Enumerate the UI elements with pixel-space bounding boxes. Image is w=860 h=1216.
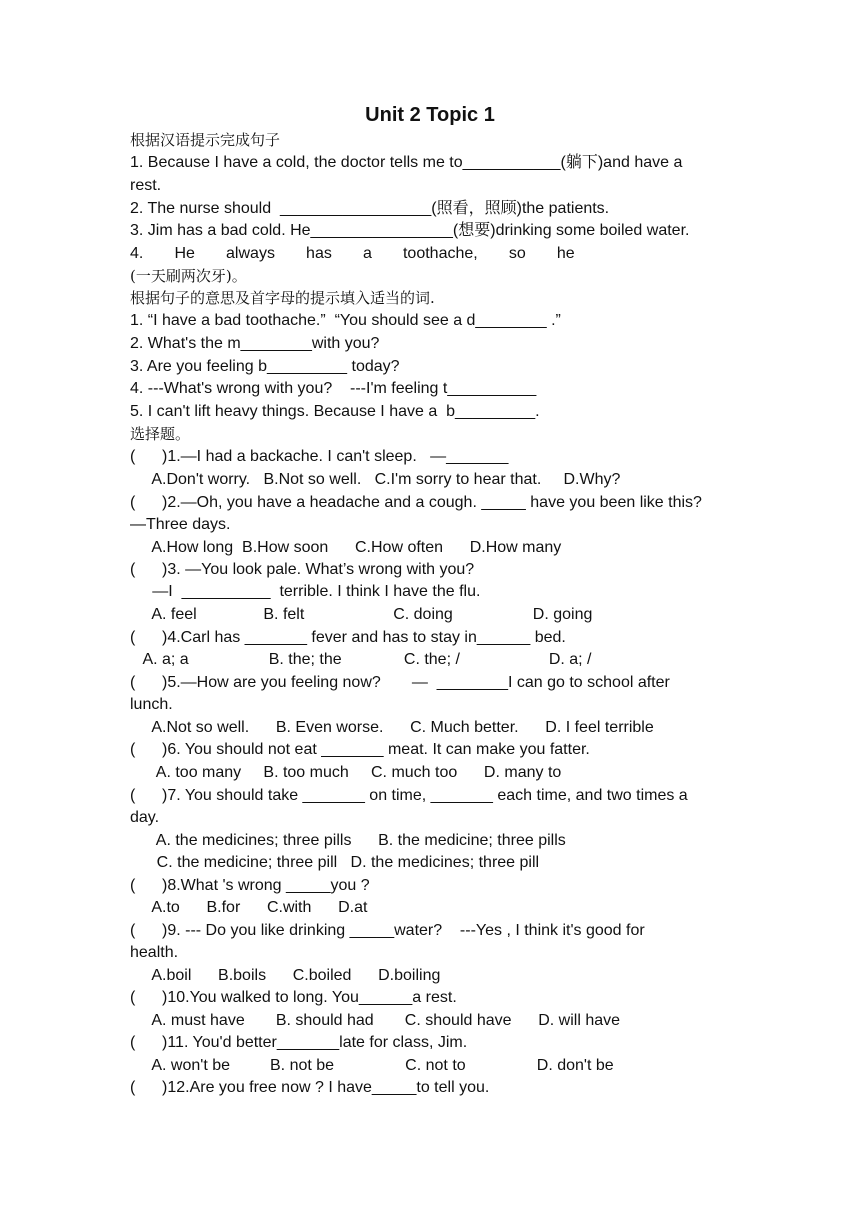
- question-line: ( )12.Are you free now ? I have_____to tell you.: [130, 1079, 490, 1096]
- section1-item: rest.: [130, 177, 162, 194]
- section2-heading: 根据句子的意思及首字母的提示填入适当的词.: [130, 289, 435, 307]
- question-line: ( )5.—How are you feeling now? — ________I can go to school after: [130, 674, 670, 691]
- section1-item: 2. The nurse should _________________(照看，照顾)the patients.: [130, 200, 610, 217]
- options-line: A. a; a B. the; the C. the; / D. a; /: [130, 651, 592, 668]
- options-line: A. must have B. should had C. should have D. will have: [130, 1012, 621, 1029]
- question-line: day.: [130, 809, 160, 826]
- section1-item: 3. Jim has a bad cold. He________________(想要)drinking some boiled water.: [130, 222, 690, 239]
- page-title: Unit 2 Topic 1: [365, 104, 495, 126]
- section2-item: 3. Are you feeling b_________ today?: [130, 358, 400, 375]
- section3-heading: 选择题。: [130, 425, 191, 443]
- section1-heading: 根据汉语提示完成句子: [130, 131, 281, 149]
- options-line: A. too many B. too much C. much too D. many to: [130, 764, 562, 781]
- section2-item: 2. What's the m________with you?: [130, 335, 380, 352]
- options-line: A.How long B.How soon C.How often D.How many: [130, 539, 562, 556]
- options-line: C. the medicine; three pill D. the medicines; three pill: [130, 854, 540, 871]
- question-line: ( )7. You should take _______ on time, _______ each time, and two times a: [130, 787, 688, 804]
- options-line: A.Don't worry. B.Not so well. C.I'm sorry to hear that. D.Why?: [130, 471, 621, 488]
- options-line: A. feel B. felt C. doing D. going: [130, 606, 593, 623]
- question-line: ( )3. —You look pale. What’s wrong with you?: [130, 561, 475, 578]
- options-line: A.Not so well. B. Even worse. C. Much better. D. I feel terrible: [130, 719, 654, 736]
- question-line: ( )4.Carl has _______ fever and has to stay in______ bed.: [130, 629, 566, 646]
- question-line: ( )8.What 's wrong _____you ?: [130, 877, 370, 894]
- question-line: health.: [130, 944, 179, 961]
- question-line: ( )6. You should not eat _______ meat. It can make you fatter.: [130, 741, 590, 758]
- answer-line: —I __________ terrible. I think I have the flu.: [130, 583, 481, 600]
- section1-item: (一天刷两次牙)。: [130, 267, 247, 285]
- question-line: ( )10.You walked to long. You______a rest.: [130, 989, 457, 1006]
- options-line: A.boil B.boils C.boiled D.boiling: [130, 967, 441, 984]
- options-line: A. the medicines; three pills B. the medicine; three pills: [130, 832, 566, 849]
- question-line: ( )1.—I had a backache. I can't sleep. —_______: [130, 448, 509, 465]
- options-line: A.to B.for C.with D.at: [130, 899, 368, 916]
- question-line: ( )11. You'd better_______late for class, Jim.: [130, 1034, 468, 1051]
- section1-item: 4. He always has a toothache, so he: [130, 245, 575, 262]
- section1-item: 1. Because I have a cold, the doctor tells me to___________(躺下)and have a: [130, 154, 683, 171]
- options-line: A. won't be B. not be C. not to D. don't be: [130, 1057, 614, 1074]
- answer-line: —Three days.: [130, 516, 231, 533]
- section2-item: 1. “I have a bad toothache.” “You should see a d________ .”: [130, 312, 561, 329]
- section2-item: 4. ---What's wrong with you? ---I'm feeling t__________: [130, 380, 537, 397]
- question-line: ( )2.—Oh, you have a headache and a cough. _____ have you been like this?: [130, 494, 702, 511]
- question-line: ( )9. --- Do you like drinking _____water? ---Yes , I think it's good for: [130, 922, 645, 939]
- section2-item: 5. I can't lift heavy things. Because I have a b_________.: [130, 403, 540, 420]
- question-line: lunch.: [130, 696, 173, 713]
